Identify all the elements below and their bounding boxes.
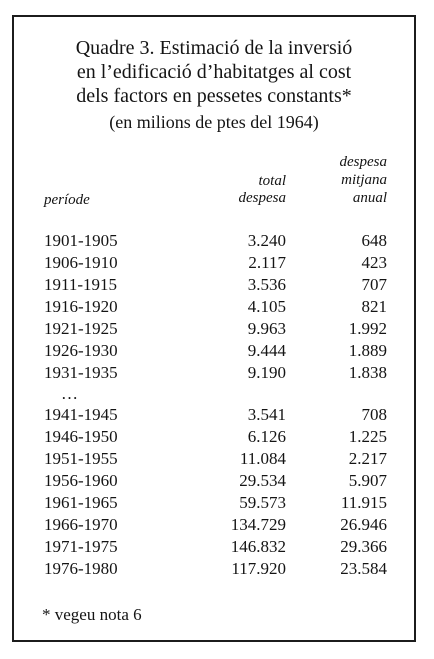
table-row (0, 514, 434, 536)
table-row (0, 340, 434, 362)
total-cell: 6.126 (247, 427, 286, 446)
table-title-line-2: en l’edificació d’habitatges al cost (76, 61, 352, 83)
table-row (0, 252, 434, 274)
mean-cell: 11.915 (340, 493, 387, 512)
mean-cell: 648 (361, 231, 387, 250)
table-row (0, 230, 434, 252)
total-cell: 134.729 (230, 515, 286, 534)
total-cell: 4.105 (247, 297, 286, 316)
mean-cell: 1.838 (348, 363, 387, 382)
table-row (0, 536, 434, 558)
total-cell: 9.963 (247, 319, 286, 338)
period-cell: 1911-1915 (44, 275, 118, 294)
table-subtitle: (en milions de ptes del 1964) (109, 112, 319, 132)
footnote: * vegeu nota 6 (42, 605, 142, 624)
mean-cell: 1.992 (348, 319, 387, 338)
period-cell: 1916-1920 (44, 297, 118, 316)
column-header-total-line-1: total (258, 173, 286, 189)
period-cell: 1956-1960 (44, 471, 118, 490)
total-cell: 59.573 (239, 493, 286, 512)
column-header-total-line-2: despesa (238, 190, 286, 206)
period-cell: 1951-1955 (44, 449, 118, 468)
mean-cell: 708 (361, 405, 387, 424)
period-cell: 1976-1980 (44, 559, 118, 578)
period-cell: 1921-1925 (44, 319, 118, 338)
table-row (0, 470, 434, 492)
period-cell: 1931-1935 (44, 363, 118, 382)
total-cell: 3.541 (247, 405, 286, 424)
column-header-period: període (44, 192, 90, 208)
table-row (0, 318, 434, 340)
mean-cell: 423 (361, 253, 387, 272)
total-cell: 3.240 (247, 231, 286, 250)
table-row (0, 448, 434, 470)
mean-cell: 26.946 (340, 515, 387, 534)
total-cell: 3.536 (247, 275, 286, 294)
period-cell: 1946-1950 (44, 427, 118, 446)
table-row (0, 492, 434, 514)
total-cell: 11.084 (239, 449, 286, 468)
total-cell: 146.832 (230, 537, 286, 556)
table-row (0, 296, 434, 318)
mean-cell: 2.217 (348, 449, 387, 468)
mean-cell: 1.225 (348, 427, 387, 446)
gap-marker: … (61, 384, 78, 403)
table-row (0, 426, 434, 448)
column-header-mean-line-1: despesa (339, 154, 387, 170)
total-cell: 9.190 (247, 363, 286, 382)
mean-cell: 5.907 (348, 471, 387, 490)
table-row (0, 274, 434, 296)
total-cell: 9.444 (247, 341, 286, 360)
period-cell: 1926-1930 (44, 341, 118, 360)
table-row (0, 558, 434, 580)
mean-cell: 29.366 (340, 537, 387, 556)
column-header-mean-line-3: anual (352, 190, 387, 206)
table-title-line-1: Quadre 3. Estimació de la inversió (75, 37, 353, 59)
period-cell: 1906-1910 (44, 253, 118, 272)
column-header-mean-line-2: mitjana (341, 172, 387, 188)
period-cell: 1901-1905 (44, 231, 118, 250)
table-row (0, 362, 434, 384)
mean-cell: 707 (361, 275, 387, 294)
period-cell: 1971-1975 (44, 537, 118, 556)
mean-cell: 23.584 (340, 559, 387, 578)
total-cell: 29.534 (239, 471, 286, 490)
table-title-line-3: dels factors en pessetes constants* (76, 85, 352, 107)
mean-cell: 821 (361, 297, 387, 316)
total-cell: 117.920 (231, 559, 286, 578)
total-cell: 2.117 (248, 253, 286, 272)
mean-cell: 1.889 (348, 341, 387, 360)
period-cell: 1941-1945 (44, 405, 118, 424)
table-row (0, 404, 434, 426)
period-cell: 1966-1970 (44, 515, 118, 534)
period-cell: 1961-1965 (44, 493, 118, 512)
